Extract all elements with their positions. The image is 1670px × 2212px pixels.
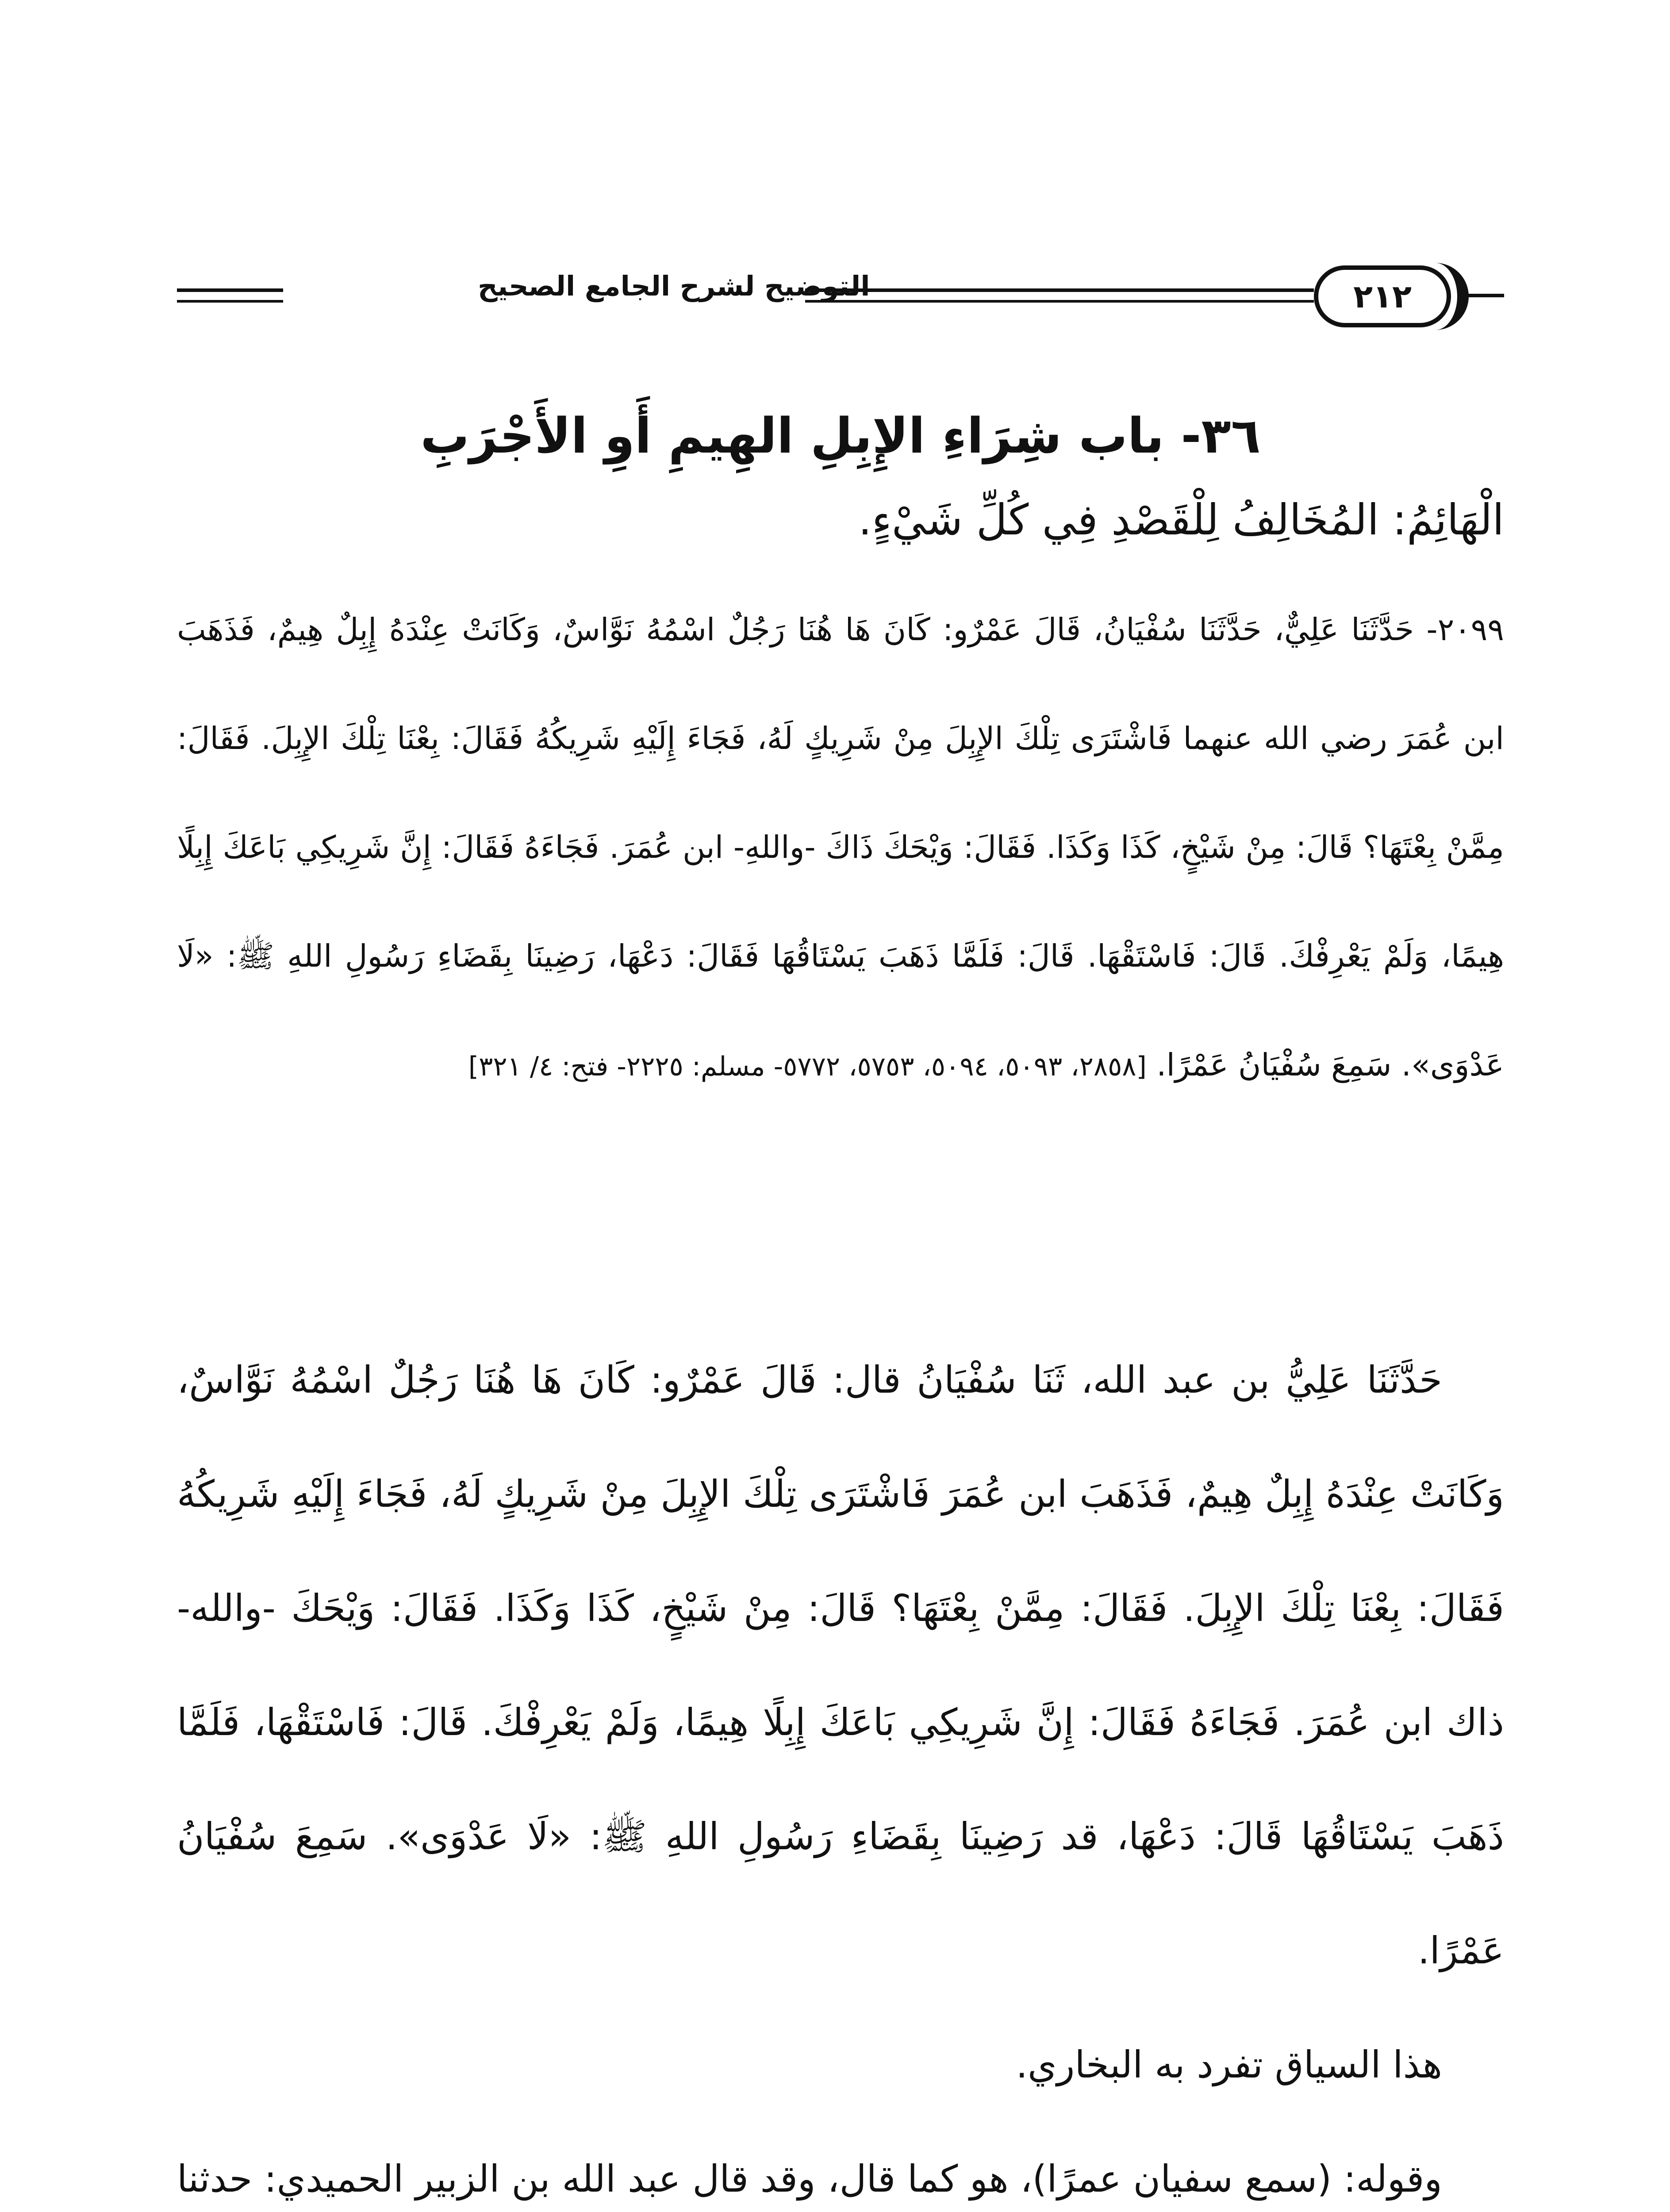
definition: الْهَائِمُ: المُخَالِفُ لِلْقَصْدِ فِي كُلِّ شَيْءٍ.: [858, 495, 1504, 545]
book-title: التوضيح لشرح الجامع الصحيح: [478, 270, 870, 302]
header-rule-left-double: [177, 300, 283, 303]
header-rule-middle: [805, 288, 1314, 292]
hadith-text: ٢٠٩٩- حَدَّثَنَا عَلِيٌّ، حَدَّثَنَا سُفْيَانُ، قَالَ عَمْرٌو: كَانَ هَا هُنَا رَجُلٌ اسْمُهُ نَوَّاسٌ، وَكَانَتْ عِنْدَهُ إِبِلٌ هِيمٌ، فَذَهَبَ ابن عُمَرَ رضي الله عنهما فَاشْتَرَى تِلْكَ الإِبِلَ مِنْ شَرِيكٍ لَهُ، فَجَاءَ إِلَيْهِ شَرِيكُهُ فَقَالَ: بِعْنَا تِلْكَ الإِبِلَ. فَقَالَ: مِمَّنْ بِعْتَهَا؟ قَالَ: مِنْ شَيْخٍ، كَذَا وَكَذَا. فَقَالَ: وَيْحَكَ ذَاكَ -واللهِ- ابن عُمَرَ. فَجَاءَهُ فَقَالَ: إِنَّ شَرِيكِي بَاعَكَ إِبِلًا هِيمًا، وَلَمْ يَعْرِفْكَ. قَالَ: فَاسْتَقْهَا. قَالَ: فَلَمَّا ذَهَبَ يَسْتَاقُهَا فَقَالَ: دَعْهَا، رَضِينَا بِقَضَاءِ رَسُولِ اللهِ ﷺ: «لَا عَدْوَى». سَمِعَ سُفْيَانُ عَمْرًا.: [177, 611, 1504, 1083]
header-rule-left: [177, 288, 283, 292]
commentary-paragraph: هذا السياق تفرد به البخاري.: [1016, 2043, 1442, 2086]
running-header: [177, 265, 1504, 332]
hadith-references: [٢٨٥٨، ٥٠٩٣، ٥٠٩٤، ٥٧٥٣، ٥٧٧٢- مسلم: ٢٢٢٥- فتح: ٤/ ٣٢١]: [468, 1051, 1147, 1082]
commentary: [177, 1323, 1504, 2212]
page-number: ٢١٢: [1314, 265, 1451, 327]
header-rule-right: [1460, 294, 1504, 297]
chapter-title: ٣٦- باب شِرَاءِ الإِبِلِ الهِيمِ أَوِ الأَجْرَبِ: [420, 407, 1261, 464]
commentary-paragraph: وقوله: (سمع سفيان عمرًا)، هو كما قال، وقد قال عبد الله بن الزبير الحميدي: حدثنا: [177, 2157, 1442, 2200]
header-rule-middle-double: [805, 300, 1314, 303]
commentary-paragraph: حَدَّثَنَا عَلِيُّ بن عبد الله، ثَنَا سُفْيَانُ قال: قَالَ عَمْرٌو: كَانَ هَا هُنَا رَجُلٌ اسْمُهُ نَوَّاسٌ، وَكَانَتْ عِنْدَهُ إِبِلٌ هِيمٌ، فَذَهَبَ ابن عُمَرَ فَاشْتَرَى تِلْكَ الإِبِلَ مِنْ شَرِيكٍ لَهُ، فَجَاءَ إِلَيْهِ شَرِيكُهُ فَقَالَ: بِعْنَا تِلْكَ الإِبِلَ. فَقَالَ: مِمَّنْ بِعْتَهَا؟ قَالَ: مِنْ شَيْخٍ، كَذَا وَكَذَا. فَقَالَ: وَيْحَكَ -والله- ذاك ابن عُمَرَ. فَجَاءَهُ فَقَالَ: إِنَّ شَرِيكِي بَاعَكَ إِبِلًا هِيمًا، وَلَمْ يَعْرِفْكَ. قَالَ: فَاسْتَقْهَا، فَلَمَّا ذَهَبَ يَسْتَاقُهَا قَالَ: دَعْهَا، قد رَضِينَا بِقَضَاءِ رَسُولِ اللهِ ﷺ: «لَا عَدْوَى». سَمِعَ سُفْيَانُ عَمْرًا.: [177, 1358, 1504, 1972]
hadith-block: [177, 575, 1504, 1121]
